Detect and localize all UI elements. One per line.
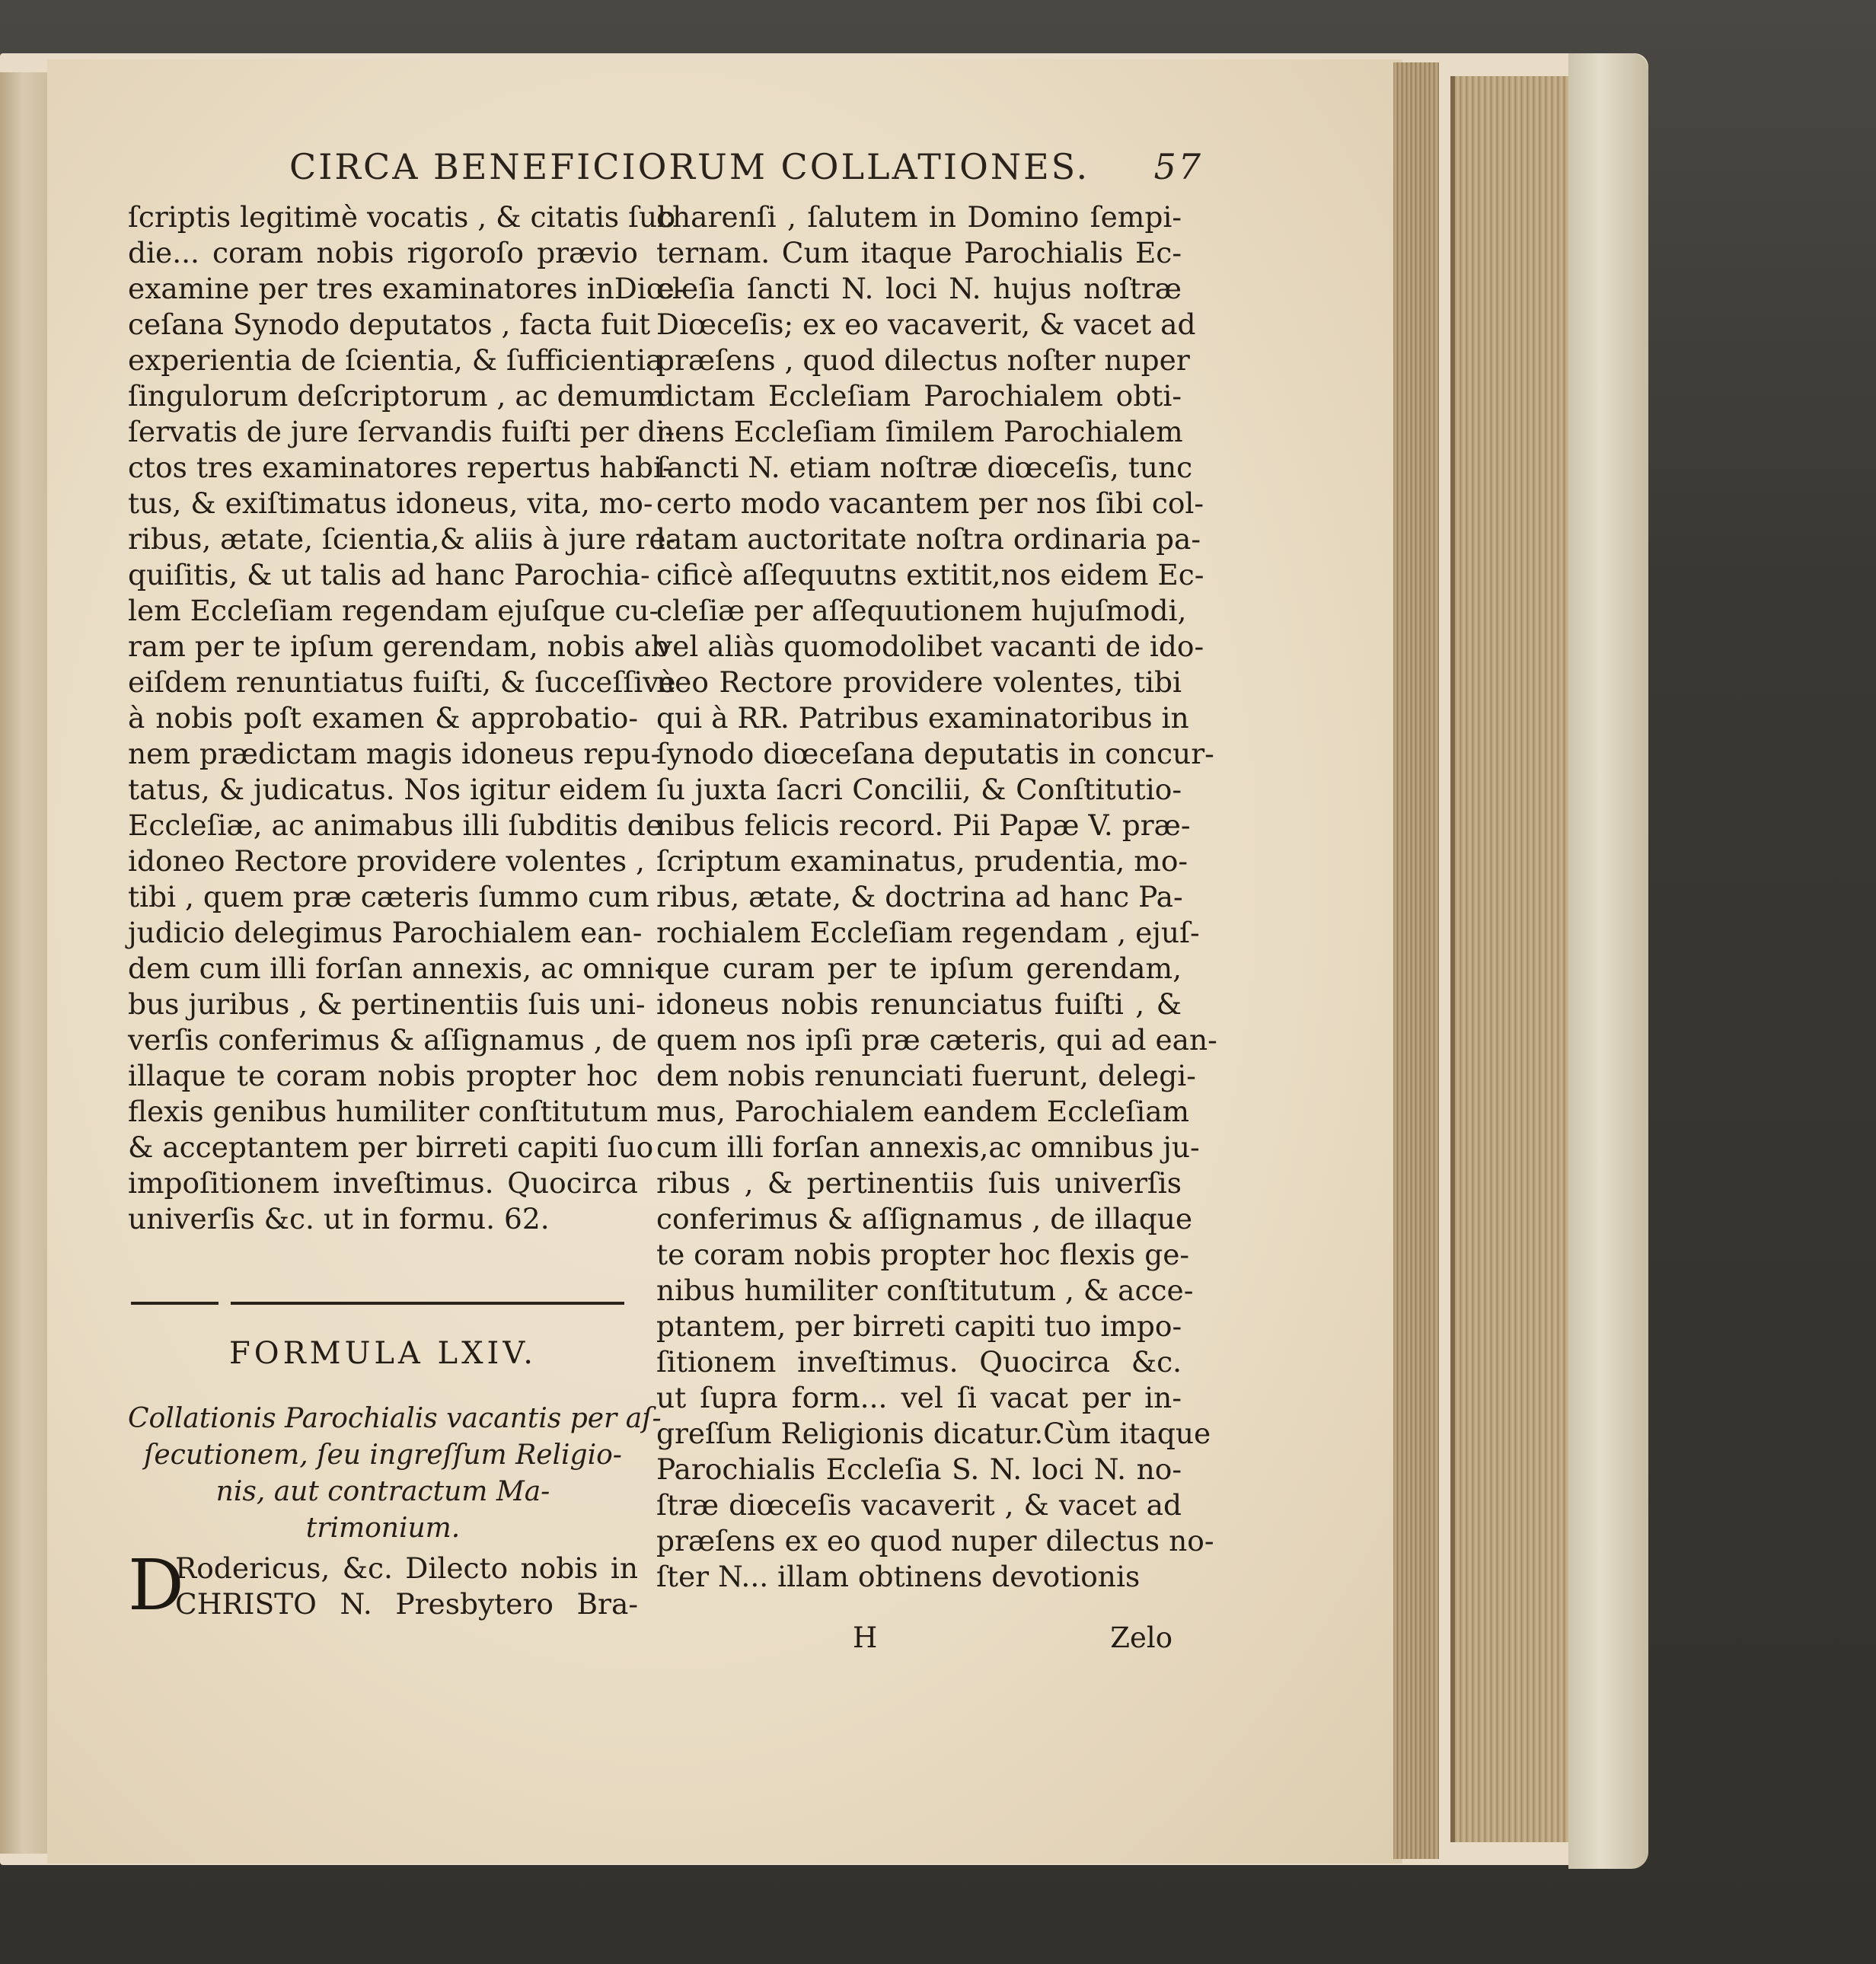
text-line: ribus, ætate, ſcientia,& aliis à jure re- [128,522,676,556]
text-line: cleſia ſancti N. loci N. hujus noſtræ [656,272,1182,305]
text-line: idoneus nobis renunciatus fuiſti , & [656,987,1182,1021]
text-line: Parochialis Eccleſia S. N. loci N. no- [656,1452,1182,1486]
text-line: ternam. Cum itaque Parochialis Ec- [656,236,1182,269]
text-line: examine per tres examinatores inDiœ- [128,272,684,305]
running-title: CIRCA BENEFICIORUM COLLATIONES. [289,146,1090,187]
text-line: ſervatis de jure ſervandis fuiſti per di- [128,415,675,448]
text-line: nem prædictam magis idoneus repu- [128,737,661,770]
text-line: ctos tres examinatores repertus habi- [128,451,672,484]
page-fore-edge [1393,62,1439,1859]
text-line: ſcriptum examinatus, prudentia, mo- [656,844,1188,878]
binding-board [1568,53,1648,1869]
right-column [656,199,1217,1595]
page-footer [853,1621,1172,1660]
section-rule [131,1302,624,1305]
text-line: univerſis &c. ut in formu. 62. [128,1202,550,1235]
text-line: dem cum illi forſan annexis, ac omni- [128,952,665,985]
text-line: quiſitis, & ut talis ad hanc Parochia- [128,558,650,591]
text-line: charenſi , ſalutem in Domino ſempi- [656,200,1182,234]
text-line: tatus, & judicatus. Nos igitur eidem [128,773,648,806]
text-line: ſingulorum deſcriptorum , ac demum [128,379,665,413]
text-line: cleſiæ per aſſequutionem hujuſmodi, [656,594,1187,627]
text-line: judicio delegimus Parochialem ean- [128,916,643,949]
text-line: Diœceſis; ex eo vacaverit, & vacet ad [656,308,1196,341]
text-line: conferimus & aſſignamus , de illaque [656,1202,1193,1235]
text-block-fore-edge [1450,76,1573,1842]
text-line: experientia de ſcientia, & ſufficientia [128,343,663,377]
text-line: ribus, ætate, & doctrina ad hanc Pa- [656,880,1183,913]
text-line: & acceptantem per birreti capiti ſuo [128,1130,654,1164]
text-line: à nobis poſt examen & approbatio- [128,701,638,735]
rubric-line: Collationis Parochialis vacantis per aſ- [128,1403,662,1434]
running-head [289,146,1203,192]
catchword: Zelo [1110,1621,1172,1654]
text-line: nens Eccleſiam ſimilem Parochialem [656,415,1183,448]
text-line: verſis conferimus & aſſignamus , de [128,1023,647,1057]
text-line: mus, Parochialem eandem Eccleſiam [656,1095,1190,1128]
text-line: te coram nobis propter hoc flexis ge- [656,1238,1190,1271]
text-line: ſancti N. etiam noſtræ diœceſis, tunc [656,451,1193,484]
text-line: præſens , quod dilectus noſter nuper [656,343,1190,377]
opening-paragraph [128,1545,638,1626]
text-line: latam auctoritate noſtra ordinaria pa- [656,522,1201,556]
opening-line: CHRISTO N. Presbytero Bra- [175,1587,638,1621]
text-line: tus, & exiſtimatus idoneus, vita, mo- [128,486,653,520]
text-line: ram per te ipſum gerendam, nobis ab [128,630,669,663]
text-line: cificè aſſequutns extitit,nos eidem Ec- [656,558,1204,591]
text-line: ſcriptis legitimè vocatis , & citatis ſub [128,200,676,234]
text-line: qui à RR. Patribus examinatoribus in [656,701,1189,735]
text-line: die... coram nobis rigoroſo prævio [128,236,638,269]
text-line: flexis genibus humiliter conſtitutum [128,1095,648,1128]
text-line: Eccleſiæ, ac animabus illi ſubditis de [128,808,662,842]
text-line: ſtræ diœceſis vacaverit , & vacet ad [656,1488,1182,1522]
section-rule-gap [219,1299,231,1307]
text-line: ut ſupra form... vel ſi vacat per in- [656,1381,1182,1414]
left-column [128,199,684,1237]
text-line: rochialem Eccleſiam regendam , ejuſ- [656,916,1200,949]
text-line: que curam per te ipſum gerendam, [656,952,1182,985]
rubric-line: ſecutionem, ſeu ingreſſum Religio- [144,1440,622,1471]
text-line: neo Rectore providere volentes, tibi [656,665,1182,699]
text-line: ceſana Synodo deputatos , facta fuit [128,308,651,341]
text-line: idoneo Rectore providere volentes , [128,844,645,878]
text-line: bus juribus , & pertinentiis ſuis uni- [128,987,646,1021]
text-line: cum illi forſan annexis,ac omnibus ju- [656,1130,1200,1164]
text-line: quem nos ipſi præ cæteris, qui ad ean- [656,1023,1217,1057]
left-page-gutter [0,72,47,1854]
text-line: nibus felicis record. Pii Papæ V. præ- [656,808,1191,842]
rubric [128,1401,662,1547]
text-line: præſens ex eo quod nuper dilectus no- [656,1524,1214,1557]
text-line: ſynodo diœceſana deputatis in concur- [656,737,1214,770]
text-line: ſitionem inveſtimus. Quocirca &c. [656,1345,1182,1379]
text-line: tibi , quem præ cæteris ſummo cum [128,880,649,913]
text-line: vel aliàs quomodolibet vacanti de ido- [656,630,1204,663]
text-line: ſu juxta ſacri Concilii, & Conſtitutio- [656,773,1182,806]
rubric-line: trimonium. [305,1513,461,1544]
text-line: certo modo vacantem per nos ſibi col- [656,486,1204,520]
signature-mark: H [853,1621,878,1654]
text-line: dem nobis renunciati fuerunt, delegi- [656,1059,1196,1092]
drop-cap: D [128,1545,184,1626]
text-line: impoſitionem inveſtimus. Quocirca [128,1166,638,1200]
text-line: dictam Eccleſiam Parochialem obti- [656,379,1182,413]
text-line: lem Eccleſiam regendam ejuſque cu- [128,594,659,627]
text-line: ribus , & pertinentiis ſuis univerſis [656,1166,1182,1200]
text-line: ptantem, per birreti capiti tuo impo- [656,1309,1182,1343]
text-line: eiſdem renuntiatus fuiſti, & ſucceſſivè [128,665,676,699]
opening-line: Rodericus, &c. Dilecto nobis in [175,1551,638,1585]
rubric-line: nis, aut contractum Ma- [215,1476,550,1507]
text-line: nibus humiliter conſtitutum , & acce- [656,1274,1194,1307]
text-line: illaque te coram nobis propter hoc [128,1059,638,1092]
text-line: ſter N... illam obtinens devotionis [656,1560,1141,1593]
text-line: greſſum Religionis dicatur.Cùm itaque [656,1417,1211,1450]
page-number: 57 [1153,146,1203,187]
formula-heading: FORMULA LXIV. [229,1336,537,1371]
